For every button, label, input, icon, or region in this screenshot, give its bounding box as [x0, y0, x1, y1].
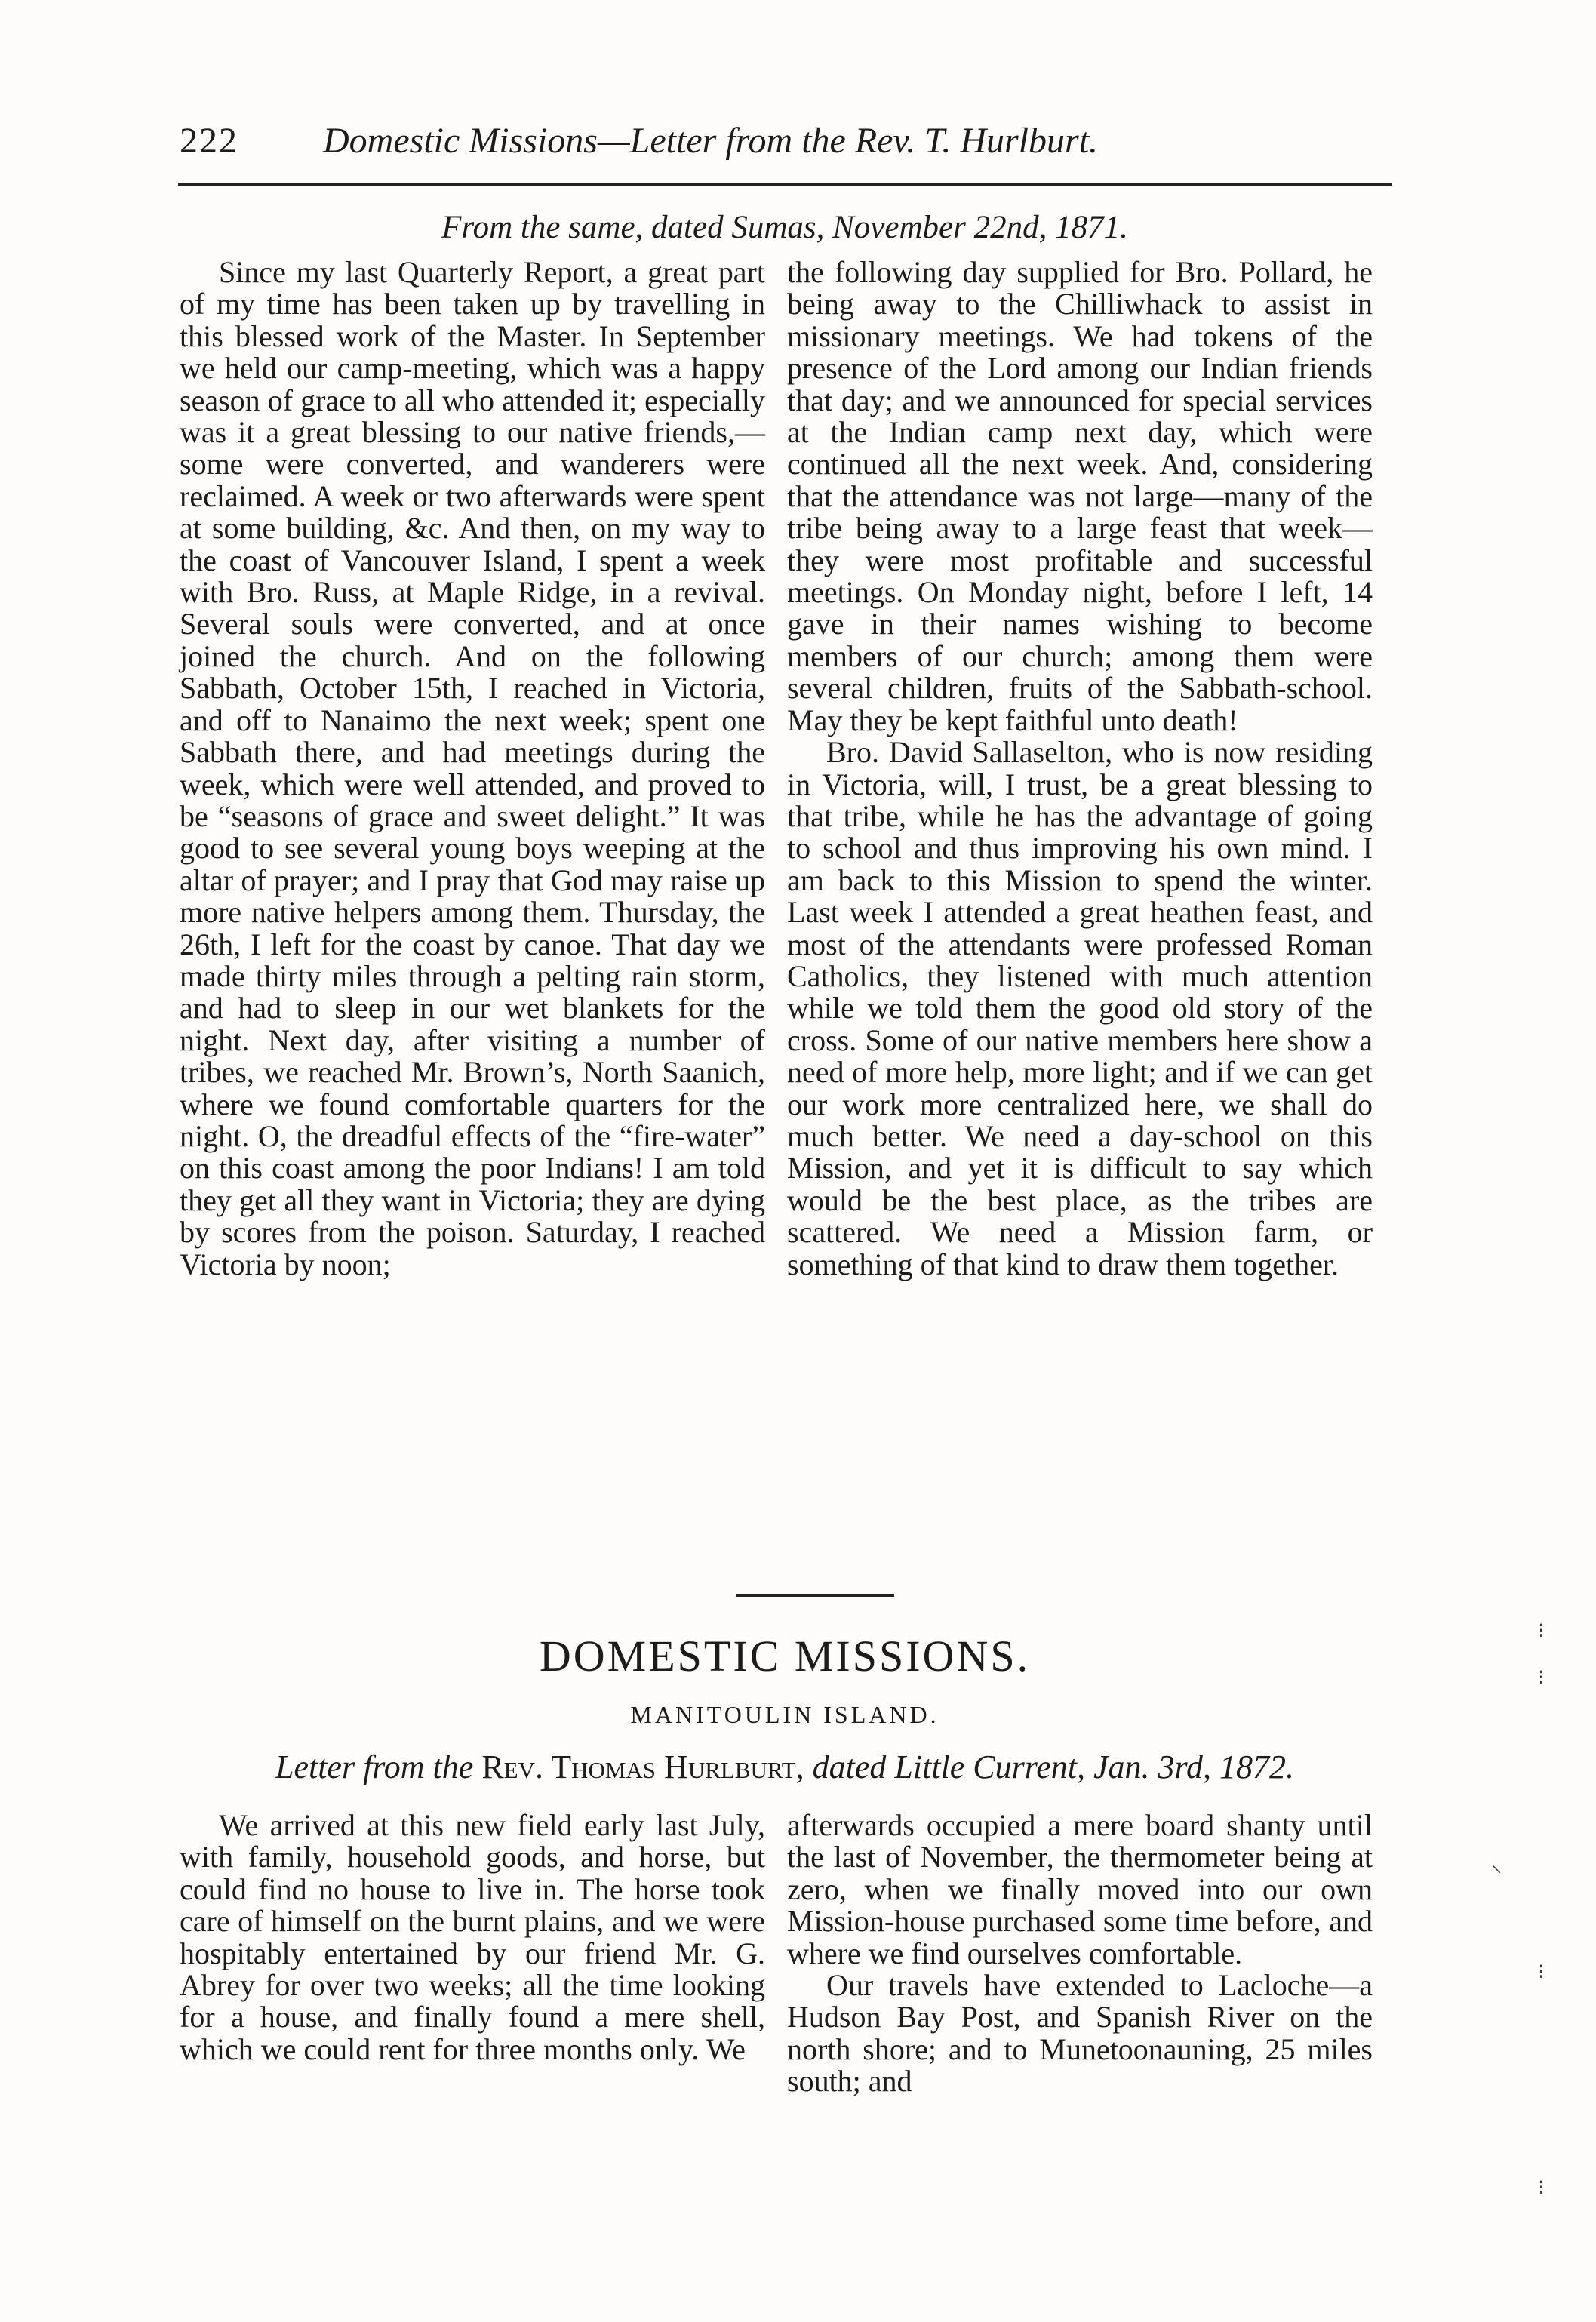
section-title: DOMESTIC MISSIONS. — [539, 1632, 1031, 1681]
paragraph: Bro. David Sallaselton, who is now residing in Victoria, will, I trust, be a great blessing to that tribe, while he has the advantage of going to school and thus improving his own mind. I am back to this Mission to spend the winter. Last week I attended a great heathen feast, and most of the attendants were professed Roman Catholics, they listened with much attention while we told them the good old story of the cross. Some of our native members here show a need of more help, more light; and if we can get our work more centralized here, we shall do much better. We need a day-school on this Mission, and yet it is difficult to say which would be the best place, as the tribes are scattered. We need a Mission farm, or something of that kind to draw them together. — [787, 735, 1373, 1281]
second-letter-right-column — [787, 1810, 1373, 2098]
page-number: 222 — [180, 121, 238, 161]
letter-heading-name: Rev. Thomas Hurlburt, — [481, 1748, 804, 1785]
section-subtitle: MANITOULIN ISLAND. — [630, 1701, 939, 1728]
running-head: Domestic Missions—Letter from the Rev. T. Hurlburt. — [323, 121, 1099, 161]
paragraph: the following day supplied for Bro. Pollard, he being away to the Chilliwhack to assist in missionary meetings. We had tokens of the presence of the Lord among our Indian friends that day; and we announced for special services at the Indian camp next day, which were continued all the next week. And, considering that the attendance was not large—many of the tribe being away to a large feast that week—they were most profitable and successful meetings. On Monday night, before I left, 14 gave in their names wishing to become members of our church; among them were several children, fruits of the Sabbath-school. May they be kept faithful unto death! — [787, 255, 1373, 737]
margin-speck: ⁝ — [1538, 2176, 1545, 2200]
first-letter-left-column — [180, 257, 765, 1281]
margin-speck: ⁝ — [1538, 1961, 1545, 1984]
letter-heading-prefix: Letter from the — [275, 1748, 474, 1785]
paragraph: Since my last Quarterly Report, a great part of my time has been taken up by travelling in this blessed work of the Master. In September we held our camp-meeting, which was a happy season of grace to all who attended it; especially was it a great blessing to our native friends,—some were converted, and wanderers were reclaimed. A week or two afterwards were spent at some building, &c. And then, on my way to the coast of Vancouver Island, I spent a week with Bro. Russ, at Maple Ridge, in a revival. Several souls were converted, and at once joined the church. And on the following Sabbath, October 15th, I reached in Victoria, and off to Nanaimo the next week; spent one Sabbath there, and had meetings during the week, which were well attended, and proved to be “seasons of grace and sweet delight.” It was good to see several young boys weeping at the altar of prayer; and I pray that God may raise up more native helpers among them. Thursday, the 26th, I left for the coast by canoe. That day we made thirty miles through a pelting rain storm, and had to sleep in our wet blankets for the night. Next day, after visiting a number of tribes, we reached Mr. Brown’s, North Saanich, where we found comfortable quarters for the night. O, the dreadful effects of the “fire-water” on this coast among the poor Indians! I am told they get all they want in Victoria; they are dying by scores from the poison. Saturday, I reached Victoria by noon; — [180, 255, 765, 1281]
page-header — [180, 115, 1387, 168]
paragraph: afterwards occupied a mere board shanty until the last of November, the thermometer being at zero, when we finally moved into our own Mission-house purchased some time before, and where we find ourselves comfortable. — [787, 1808, 1373, 1970]
margin-speck: ⁝ — [1538, 1666, 1545, 1690]
margin-speck: ⸜ — [1491, 1853, 1502, 1877]
first-letter-right-column — [787, 257, 1373, 1281]
first-letter-dateline: From the same, dated Sumas, November 22nd, 1871. — [441, 210, 1128, 245]
paragraph: We arrived at this new field early last July, with family, household goods, and horse, but could find no house to live in. The horse took care of himself on the burnt plains, and we were hospitably entertained by our friend Mr. G. Abrey for over two weeks; all the time looking for a house, and finally found a mere shell, which we could rent for three months only. We — [180, 1808, 765, 2066]
second-letter-left-column — [180, 1810, 765, 2065]
section-divider — [736, 1594, 894, 1597]
header-rule — [178, 183, 1392, 186]
letter-heading — [180, 1745, 1390, 1790]
paragraph: Our travels have extended to Lacloche—a Hudson Bay Post, and Spanish River on the north shore; and to Munetoonauning, 25 miles south; and — [787, 1968, 1373, 2099]
margin-speck: ⁝ — [1538, 1619, 1545, 1643]
letter-heading-suffix: dated Little Current, Jan. 3rd, 1872. — [812, 1748, 1295, 1785]
